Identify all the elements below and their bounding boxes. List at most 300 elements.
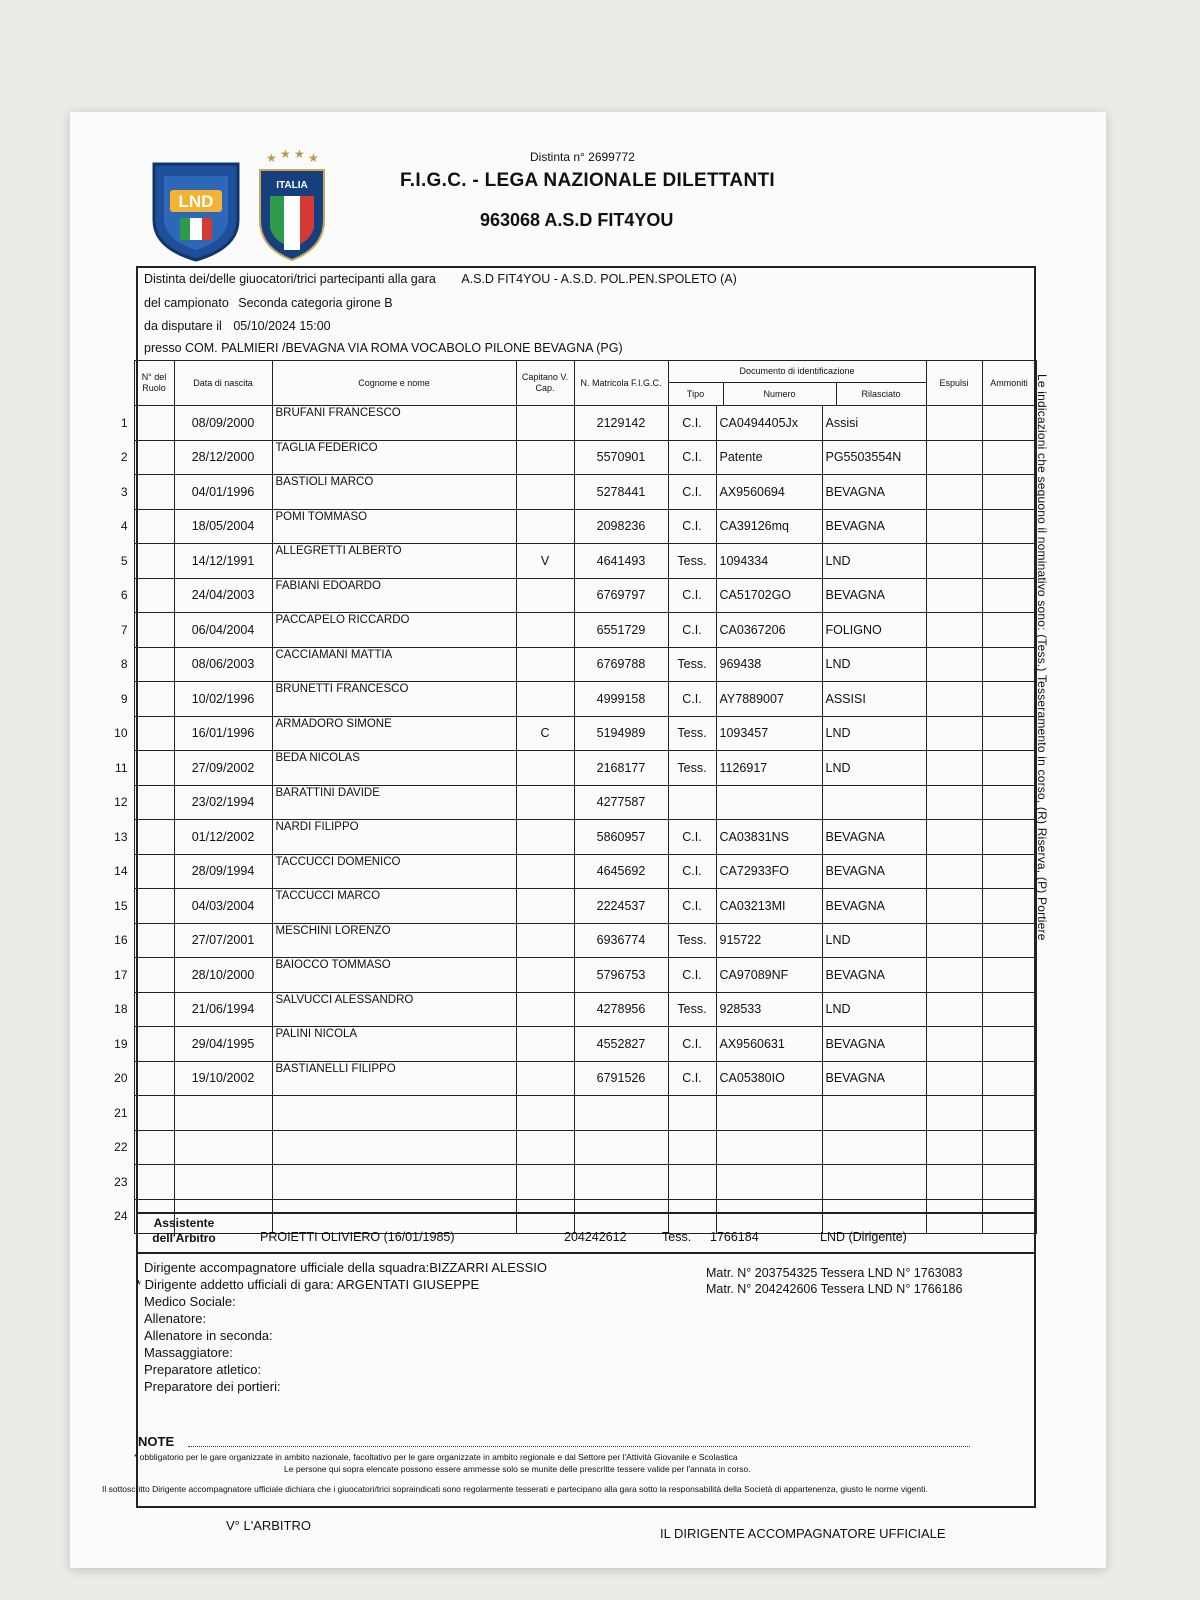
table-row [104,1165,1036,1200]
captain-cell [516,785,574,820]
numero-cell: CA72933FO [716,854,822,889]
championship-line [144,296,393,310]
ammoniti-cell [982,820,1036,855]
ruolo-cell [134,613,174,648]
rilasciato-cell: BEVAGNA [822,889,926,924]
ammoniti-cell [982,1130,1036,1165]
captain-cell [516,1096,574,1131]
name-cell: MESCHINI LORENZO [272,923,516,958]
manager-signature-label: IL DIRIGENTE ACCOMPAGNATORE UFFICIALE [660,1526,946,1541]
tipo-cell: C.I. [668,509,716,544]
rownum: 1 [120,415,128,430]
date-label: da disputare il [144,319,222,333]
espulsi-cell [926,578,982,613]
matricola-cell: 4277587 [574,785,668,820]
ruolo-cell [134,854,174,889]
rownum: 24 [114,1209,128,1224]
rownum: 9 [120,691,128,706]
ammoniti-cell [982,682,1036,717]
ruolo-cell [134,992,174,1027]
documento-label: Documento di identificazione [669,361,926,383]
rownum: 21 [114,1105,128,1120]
rilasciato-cell: BEVAGNA [822,958,926,993]
matricola-cell: 4552827 [574,1027,668,1062]
ruolo-cell [134,1165,174,1200]
matricola-cell: 2098236 [574,509,668,544]
rownum: 4 [120,519,128,534]
numero-cell: CA03831NS [716,820,822,855]
name-cell: TACCUCCI DOMENICO [272,854,516,889]
rilasciato-cell: BEVAGNA [822,509,926,544]
table-header [104,361,1036,406]
ruolo-cell [134,785,174,820]
matricola-cell: 5570901 [574,440,668,475]
table-row [104,923,1036,958]
svg-text:ITALIA: ITALIA [276,180,308,191]
name-cell: POMI TOMMASO [272,509,516,544]
numero-cell [716,785,822,820]
tipo-cell: C.I. [668,820,716,855]
dob-cell: 10/02/1996 [174,682,272,717]
tipo-cell: C.I. [668,578,716,613]
espulsi-cell [926,647,982,682]
distinta-number: Distinta n° 2699772 [530,150,635,164]
ruolo-cell [134,1096,174,1131]
table-row [104,1130,1036,1165]
svg-text:★: ★ [308,151,319,165]
col-matricola: N. Matricola F.I.G.C. [574,361,668,406]
rownum: 12 [114,795,128,810]
espulsi-cell [926,992,982,1027]
tipo-cell: C.I. [668,958,716,993]
assistant-row [136,1212,1036,1254]
ammoniti-cell [982,785,1036,820]
venue-line: presso COM. PALMIERI /BEVAGNA VIA ROMA VOCABOLO PILONE BEVAGNA (PG) [144,341,623,355]
rownum: 14 [114,864,128,879]
captain-cell [516,406,574,441]
rilasciato-cell: Assisi [822,406,926,441]
numero-cell: 928533 [716,992,822,1027]
ammoniti-cell [982,889,1036,924]
name-cell: BEDA NICOLAS [272,751,516,786]
espulsi-cell [926,475,982,510]
col-documento [668,361,926,406]
svg-text:★: ★ [294,148,305,161]
dob-cell: 04/03/2004 [174,889,272,924]
rilasciato-cell [822,1096,926,1131]
matricola-cell: 2129142 [574,406,668,441]
championship-label: del campionato [144,296,229,310]
captain-cell [516,1165,574,1200]
dob-cell: 19/10/2002 [174,1061,272,1096]
rilasciato-cell: LND [822,923,926,958]
espulsi-cell [926,958,982,993]
rilasciato-cell: BEVAGNA [822,820,926,855]
table-row [104,958,1036,993]
captain-cell [516,923,574,958]
tipo-cell [668,1130,716,1165]
tipo-cell: C.I. [668,1061,716,1096]
ruolo-cell [134,475,174,510]
espulsi-cell [926,923,982,958]
ruolo-cell [134,406,174,441]
captain-cell [516,751,574,786]
col-numero: Numero [724,383,837,405]
ammoniti-cell [982,406,1036,441]
dob-cell [174,1130,272,1165]
col-capitano: Capitano V. Cap. [516,361,574,406]
dob-cell: 27/07/2001 [174,923,272,958]
captain-cell [516,682,574,717]
name-cell: PALINI NICOLA [272,1027,516,1062]
captain-cell [516,647,574,682]
ammoniti-cell [982,578,1036,613]
note-line [188,1446,970,1447]
rownum: 19 [114,1036,128,1051]
dob-cell: 23/02/1994 [174,785,272,820]
rownum: 6 [120,588,128,603]
rownum-header [104,361,134,406]
documento-subheaders [669,383,926,405]
numero-cell: CA39126mq [716,509,822,544]
captain-cell: V [516,544,574,579]
matricola-cell: 2224537 [574,889,668,924]
numero-cell: AY7889007 [716,682,822,717]
espulsi-cell [926,820,982,855]
ammoniti-cell [982,544,1036,579]
dob-cell: 24/04/2003 [174,578,272,613]
rilasciato-cell: BEVAGNA [822,854,926,889]
name-cell: PACCAPELO RICCARDO [272,613,516,648]
assistant-num: 1766184 [710,1230,759,1244]
captain-cell [516,820,574,855]
tipo-cell: C.I. [668,406,716,441]
ruolo-cell [134,509,174,544]
dob-cell: 01/12/2002 [174,820,272,855]
rownum: 15 [114,898,128,913]
name-cell: BARATTINI DAVIDE [272,785,516,820]
name-cell [272,1096,516,1131]
rilasciato-cell [822,785,926,820]
rilasciato-cell: BEVAGNA [822,1061,926,1096]
ruolo-cell [134,751,174,786]
captain-cell [516,958,574,993]
matricola-cell [574,1096,668,1131]
col-tipo: Tipo [669,383,724,405]
tipo-cell: Tess. [668,992,716,1027]
italia-logo-icon [256,148,328,262]
tipo-cell: Tess. [668,544,716,579]
matricola-cell: 5194989 [574,716,668,751]
numero-cell: AX9560631 [716,1027,822,1062]
espulsi-cell [926,889,982,924]
ruolo-cell [134,647,174,682]
name-cell: TACCUCCI MARCO [272,889,516,924]
rilasciato-cell: LND [822,544,926,579]
players-table [104,360,1037,1234]
rilasciato-cell: LND [822,647,926,682]
assistant-ril: LND (Dirigente) [820,1230,907,1244]
name-cell: BAIOCCO TOMMASO [272,958,516,993]
ruolo-cell [134,923,174,958]
col-nascita: Data di nascita [174,361,272,406]
captain-cell [516,1061,574,1096]
dob-cell: 28/10/2000 [174,958,272,993]
tipo-cell: C.I. [668,475,716,510]
ammoniti-cell [982,923,1036,958]
date-line [144,319,331,333]
name-cell: ALLEGRETTI ALBERTO [272,544,516,579]
dirigente-gara: * Dirigente addetto ufficiali di gara: ARGENTATI GIUSEPPE [136,1277,480,1292]
dob-cell: 14/12/1991 [174,544,272,579]
rownum: 13 [114,829,128,844]
dob-cell: 06/04/2004 [174,613,272,648]
rilasciato-cell [822,1165,926,1200]
espulsi-cell [926,406,982,441]
col-espulsi: Espulsi [926,361,982,406]
espulsi-cell [926,440,982,475]
preparatore-portieri: Preparatore dei portieri: [144,1379,281,1394]
name-cell: ARMADORO SIMONE [272,716,516,751]
date-value: 05/10/2024 15:00 [233,319,331,333]
ammoniti-cell [982,440,1036,475]
ruolo-cell [134,440,174,475]
ammoniti-cell [982,613,1036,648]
table-row [104,544,1036,579]
captain-cell [516,475,574,510]
captain-cell [516,578,574,613]
rownum: 22 [114,1140,128,1155]
ammoniti-cell [982,958,1036,993]
dob-cell [174,1165,272,1200]
name-cell: TAGLIA FEDERICO [272,440,516,475]
rownum: 5 [120,553,128,568]
rilasciato-cell: BEVAGNA [822,1027,926,1062]
name-cell: BRUNETTI FRANCESCO [272,682,516,717]
name-cell: NARDI FILIPPO [272,820,516,855]
ruolo-cell [134,889,174,924]
captain-cell [516,1027,574,1062]
ammoniti-cell [982,751,1036,786]
numero-cell: CA97089NF [716,958,822,993]
ruolo-cell [134,544,174,579]
preparatore-atletico: Preparatore atletico: [144,1362,262,1377]
matricola-cell: 4645692 [574,854,668,889]
ammoniti-cell [982,1096,1036,1131]
espulsi-cell [926,509,982,544]
numero-cell: CA51702GO [716,578,822,613]
table-row [104,440,1036,475]
rownum: 20 [114,1071,128,1086]
matricola-cell: 4278956 [574,992,668,1027]
table-row [104,1061,1036,1096]
championship-value: Seconda categoria girone B [238,296,393,310]
ruolo-cell [134,716,174,751]
rilasciato-cell: PG5503554N [822,440,926,475]
numero-cell: AX9560694 [716,475,822,510]
matricola-cell: 6769797 [574,578,668,613]
dob-cell: 27/09/2002 [174,751,272,786]
ruolo-cell [134,958,174,993]
table-row [104,854,1036,889]
rilasciato-cell: BEVAGNA [822,578,926,613]
assistant-name: PROIETTI OLIVIERO (16/01/1985) [260,1230,455,1244]
tipo-cell: C.I. [668,613,716,648]
numero-cell: CA0367206 [716,613,822,648]
col-rilasciato: Rilasciato [861,389,901,399]
matricola-cell: 5796753 [574,958,668,993]
page-title: F.I.G.C. - LEGA NAZIONALE DILETTANTI [400,170,775,191]
name-cell: CACCIAMANI MATTIA [272,647,516,682]
tipo-cell: Tess. [668,716,716,751]
tipo-cell: Tess. [668,923,716,958]
rownum: 18 [114,1002,128,1017]
tipo-cell: C.I. [668,682,716,717]
dob-cell: 04/01/1996 [174,475,272,510]
assistant-mat: 204242612 [564,1230,627,1244]
ammoniti-cell [982,1165,1036,1200]
numero-cell: 969438 [716,647,822,682]
table-row [104,406,1036,441]
ammoniti-cell [982,854,1036,889]
dob-cell: 28/09/1994 [174,854,272,889]
assistant-label: Assistente dell'Arbitro [152,1216,216,1245]
espulsi-cell [926,682,982,717]
table-row [104,647,1036,682]
numero-cell [716,1096,822,1131]
ammoniti-cell [982,716,1036,751]
ammoniti-cell [982,509,1036,544]
svg-text:★: ★ [266,151,277,165]
captain-cell [516,509,574,544]
name-cell: BASTIANELLI FILIPPO [272,1061,516,1096]
table-row [104,475,1036,510]
espulsi-cell [926,1165,982,1200]
matricola-cell: 4641493 [574,544,668,579]
tipo-cell: C.I. [668,1027,716,1062]
numero-cell: Patente [716,440,822,475]
team-name: 963068 A.S.D FIT4YOU [480,210,674,230]
name-cell: BASTIOLI MARCO [272,475,516,510]
espulsi-cell [926,1027,982,1062]
espulsi-cell [926,544,982,579]
tipo-cell: C.I. [668,889,716,924]
name-cell [272,1165,516,1200]
tipo-cell: C.I. [668,854,716,889]
matricola-cell: 5860957 [574,820,668,855]
rownum: 3 [120,484,128,499]
name-cell: BRUFANI FRANCESCO [272,406,516,441]
rownum: 2 [120,450,128,465]
players-body [104,406,1036,1234]
ammoniti-cell [982,1027,1036,1062]
espulsi-cell [926,1061,982,1096]
rilasciato-cell: ASSISI [822,682,926,717]
rilasciato-cell [822,1130,926,1165]
espulsi-cell [926,716,982,751]
dob-cell: 18/05/2004 [174,509,272,544]
allenatore-seconda: Allenatore in seconda: [144,1328,273,1343]
match-label: Distinta dei/delle giuocatori/trici partecipanti alla gara [144,272,436,286]
rownum: 23 [114,1174,128,1189]
table-row [104,820,1036,855]
ruolo-cell [134,1061,174,1096]
matricola-2: Matr. N° 204242606 Tessera LND N° 1766186 [706,1282,963,1296]
name-cell: FABIANI EDOARDO [272,578,516,613]
dob-cell: 08/09/2000 [174,406,272,441]
tipo-cell: Tess. [668,751,716,786]
espulsi-cell [926,785,982,820]
numero-cell: 1094334 [716,544,822,579]
table-row [104,716,1036,751]
rilasciato-cell: LND [822,716,926,751]
matricola-cell: 6791526 [574,1061,668,1096]
allenatore: Allenatore: [144,1311,207,1326]
match-sheet [70,112,1106,1568]
dob-cell [174,1096,272,1131]
numero-cell [716,1165,822,1200]
medico-sociale: Medico Sociale: [144,1294,236,1309]
ruolo-cell [134,1130,174,1165]
name-cell: SALVUCCI ALESSANDRO [272,992,516,1027]
numero-cell: 915722 [716,923,822,958]
matricola-cell: 2168177 [574,751,668,786]
espulsi-cell [926,751,982,786]
ruolo-cell [134,1027,174,1062]
note-label: NOTE [138,1434,175,1449]
tipo-cell [668,1165,716,1200]
numero-cell: 1126917 [716,751,822,786]
captain-cell [516,1130,574,1165]
captain-cell [516,889,574,924]
captain-cell: C [516,716,574,751]
matricola-cell: 6551729 [574,613,668,648]
table-row [104,578,1036,613]
matricola-cell: 6936774 [574,923,668,958]
ammoniti-cell [982,992,1036,1027]
table-row [104,889,1036,924]
dirigente-accompagnatore: Dirigente accompagnatore ufficiale della squadra:BIZZARRI ALESSIO [144,1260,547,1275]
side-note: Le indicazioni che seguono il nominativo sono: (Tess.) Tesseramento in corso, (R) Riserva, (P) Portiere [1035,374,1049,941]
lnd-logo-icon [150,160,242,262]
rownum: 17 [114,967,128,982]
espulsi-cell [926,613,982,648]
rilasciato-cell: LND [822,992,926,1027]
massaggiatore: Massaggiatore: [144,1345,233,1360]
matricola-cell: 6769788 [574,647,668,682]
ammoniti-cell [982,647,1036,682]
footnote-2: Le persone qui sopra elencate possono essere ammesse solo se munite delle prescritte tessere valide per l'annata in corso. [284,1464,751,1474]
declaration: Il sottoscritto Dirigente accompagnatore ufficiale dichiara che i giuocatori/trici sopraindicati sono regolarmente tesserati e partecipano alla gara sotto la responsabilità della Società di appartenenza, giusto le norme vigenti. [102,1484,928,1494]
dob-cell: 29/04/1995 [174,1027,272,1062]
matricola-cell [574,1130,668,1165]
tipo-cell [668,1096,716,1131]
numero-cell: CA03213MI [716,889,822,924]
rownum: 7 [120,622,128,637]
svg-text:★: ★ [280,148,291,161]
table-row [104,751,1036,786]
espulsi-cell [926,1096,982,1131]
captain-cell [516,440,574,475]
numero-cell: CA0494405Jx [716,406,822,441]
rownum: 16 [114,933,128,948]
captain-cell [516,613,574,648]
name-cell [272,1130,516,1165]
numero-cell [716,1130,822,1165]
tipo-cell [668,785,716,820]
ruolo-cell [134,820,174,855]
table-row [104,682,1036,717]
